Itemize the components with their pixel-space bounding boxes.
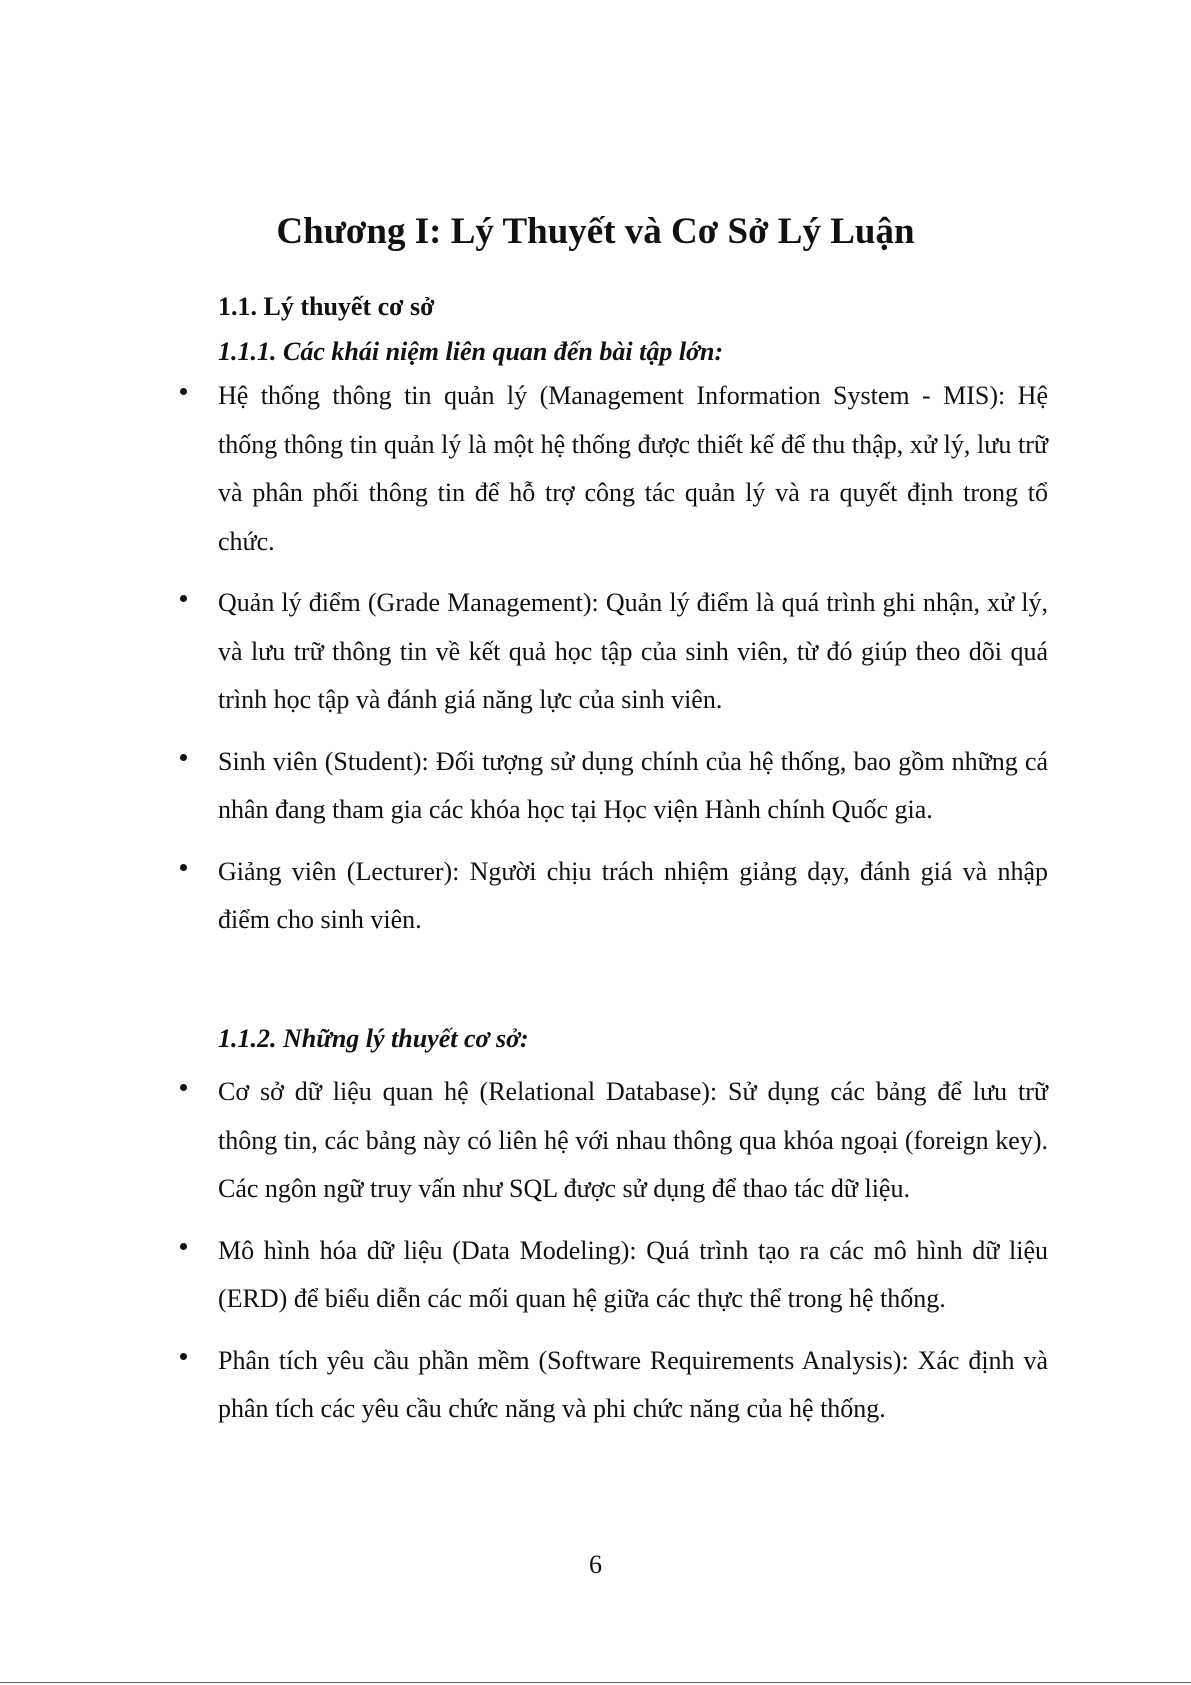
subsection-heading-theories: 1.1.2. Những lý thuyết cơ sở:	[218, 1024, 529, 1053]
bullet-icon	[180, 1084, 187, 1091]
theories-list	[0, 1068, 1191, 1447]
list-item-text: Mô hình hóa dữ liệu (Data Modeling): Quá trình tạo ra các mô hình dữ liệu (ERD) để biểu diễn các mối quan hệ giữa các thực thể trong hệ thống.	[218, 1235, 1048, 1313]
list-item	[0, 1068, 1191, 1214]
section-heading: 1.1. Lý thuyết cơ sở	[218, 292, 435, 321]
list-item-text: Sinh viên (Student): Đối tượng sử dụng chính của hệ thống, bao gồm những cá nhân đang tham gia các khóa học tại Học viện Hành chính Quốc gia.	[218, 746, 1048, 824]
bullet-icon	[180, 595, 187, 602]
bullet-icon	[180, 754, 187, 761]
list-item-text: Phân tích yêu cầu phần mềm (Software Requirements Analysis): Xác định và phân tích các yêu cầu chức năng và phi chức năng của hệ thống.	[218, 1345, 1048, 1423]
bullet-icon	[180, 388, 187, 395]
bullet-icon	[180, 1353, 187, 1360]
page-number: 6	[589, 1550, 602, 1579]
list-item	[0, 738, 1191, 835]
list-item	[0, 848, 1191, 945]
list-item-text: Quản lý điểm (Grade Management): Quản lý điểm là quá trình ghi nhận, xử lý, và lưu trữ thông tin về kết quả học tập của sinh viên, từ đó giúp theo dõi quá trình học tập và đánh giá năng lực của sinh viên.	[218, 588, 1048, 714]
list-item	[0, 372, 1191, 566]
concepts-list	[0, 372, 1191, 958]
list-item-text: Cơ sở dữ liệu quan hệ (Relational Database): Sử dụng các bảng để lưu trữ thông tin, các bảng này có liên hệ với nhau thông qua khóa ngoại (foreign key). Các ngôn ngữ truy vấn như SQL được sử dụng để thao tác dữ liệu.	[218, 1077, 1048, 1203]
chapter-title: Chương I: Lý Thuyết và Cơ Sở Lý Luận	[276, 211, 915, 252]
bullet-icon	[180, 1243, 187, 1250]
subsection-heading-concepts: 1.1.1. Các khái niệm liên quan đến bài tập lớn:	[218, 337, 724, 366]
list-item-text: Hệ thống thông tin quản lý (Management Information System - MIS): Hệ thống thông tin quản lý là một hệ thống được thiết kế để thu thập, xử lý, lưu trữ và phân phối thông tin để hỗ trợ công tác quản lý và ra quyết định trong tổ chức.	[218, 381, 1048, 556]
list-item	[0, 1337, 1191, 1434]
bullet-icon	[180, 864, 187, 871]
list-item-text: Giảng viên (Lecturer): Người chịu trách nhiệm giảng dạy, đánh giá và nhập điểm cho sinh viên.	[218, 856, 1048, 934]
bottom-divider	[0, 1682, 1191, 1683]
list-item	[0, 1227, 1191, 1324]
list-item	[0, 579, 1191, 725]
